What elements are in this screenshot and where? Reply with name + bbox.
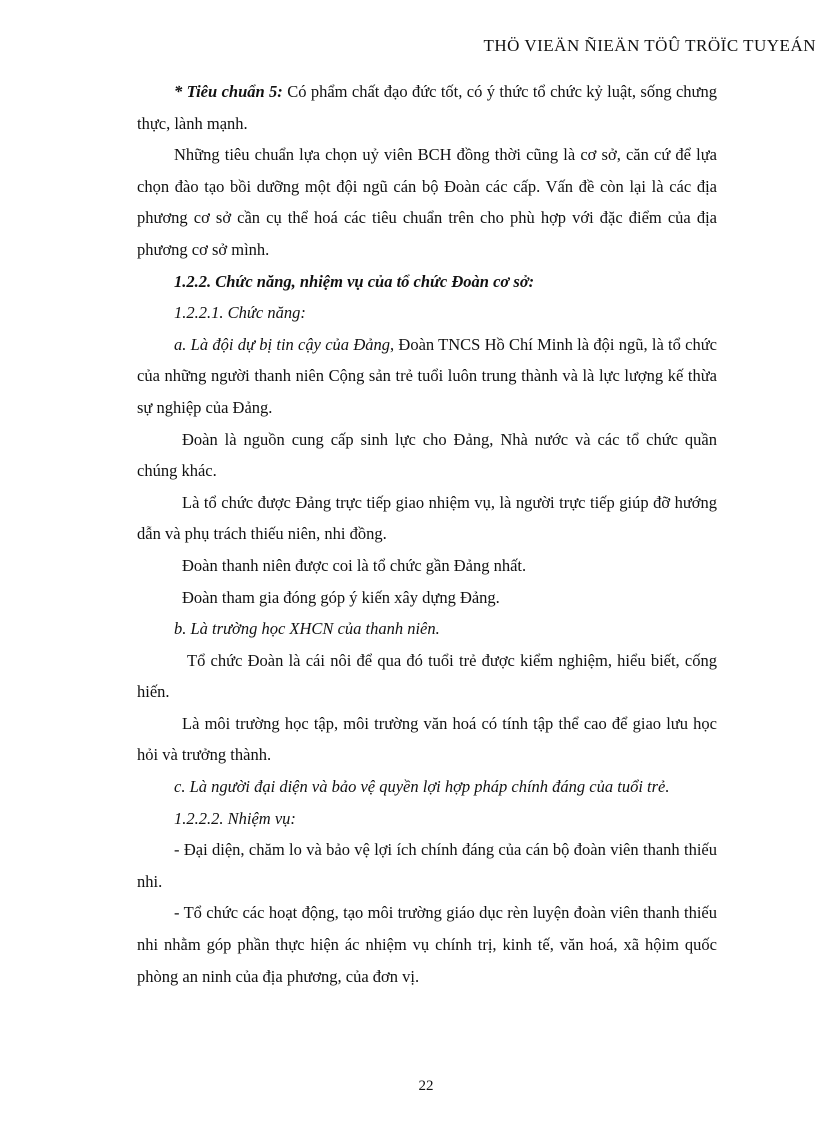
paragraph: Đoàn là nguồn cung cấp sinh lực cho Đảng, Nhà nước và các tổ chức quần chúng khác. xyxy=(137,429,717,481)
paragraph: Những tiêu chuẩn lựa chọn uỷ viên BCH đồng thời cũng là cơ sở, căn cứ để lựa chọn đào tạo bồi dưỡng một đội ngũ cán bộ Đoàn các cấp. Vấn đề còn lại là các địa phương cơ sở cần cụ thể hoá các tiêu chuẩn trên cho phù hợp với đặc điểm của địa phương cơ sở mình. xyxy=(137,145,717,259)
list-item: - Tổ chức các hoạt động, tạo môi trường giáo dục rèn luyện đoàn viên thanh thiếu nhi nhằm góp phần thực hiện ác nhiệm vụ chính trị, kinh tế, văn hoá, xã hộim quốc phòng an ninh của địa phương, của đơn vị. xyxy=(137,903,717,986)
paragraph-function-a xyxy=(137,329,717,424)
subsection-heading: 1.2.2.1. Chức năng: xyxy=(174,303,306,323)
paragraph: Tổ chức Đoàn là cái nôi để qua đó tuổi trẻ được kiểm nghiệm, hiểu biết, cống hiến. xyxy=(137,650,717,702)
subsection-heading: 1.2.2.2. Nhiệm vụ: xyxy=(174,808,296,828)
function-c-label: c. Là người đại diện và bảo vệ quyền lợi hợp pháp chính đáng của tuổi trẻ. xyxy=(174,777,670,797)
page-header: THÖ VIEÄN ÑIEÄN TÖÛ TRÖÏC TUYEÁN xyxy=(483,36,816,55)
paragraph: Là môi trường học tập, môi trường văn hoá có tính tập thể cao để giao lưu học hỏi và trưởng thành. xyxy=(137,713,717,765)
page-number: 22 xyxy=(418,1078,434,1094)
function-b-label: b. Là trường học XHCN của thanh niên. xyxy=(174,619,440,639)
paragraph-criterion-5 xyxy=(137,76,717,139)
criterion-label: * Tiêu chuẩn 5: xyxy=(174,82,283,101)
list-item: - Đại diện, chăm lo và bảo vệ lợi ích chính đáng của cán bộ đoàn viên thanh thiếu nhi. xyxy=(137,840,717,891)
document-body xyxy=(137,76,717,992)
function-a-text: , Đoàn TNCS Hồ Chí Minh là đội ngũ, là tổ chức của những người thanh niên Cộng sản trẻ tuổi luôn trung thành và là lực lượng kế thừa sự nghiệp của Đảng. xyxy=(137,334,718,417)
section-heading: 1.2.2. Chức năng, nhiệm vụ của tổ chức Đoàn cơ sở: xyxy=(174,271,535,291)
function-a-label: a. Là đội dự bị tin cậy của Đảng xyxy=(174,334,390,354)
paragraph: Đoàn thanh niên được coi là tổ chức gần Đảng nhất. xyxy=(182,555,527,575)
paragraph: Là tổ chức được Đảng trực tiếp giao nhiệm vụ, là người trực tiếp giúp đỡ hướng dẫn và phụ trách thiếu niên, nhi đồng. xyxy=(137,492,717,544)
criterion-text: Có phẩm chất đạo đức tốt, có ý thức tổ chức kỷ luật, sống chưng thực, lành mạnh. xyxy=(137,82,717,133)
paragraph: Đoàn tham gia đóng góp ý kiến xây dựng Đảng. xyxy=(182,587,500,607)
